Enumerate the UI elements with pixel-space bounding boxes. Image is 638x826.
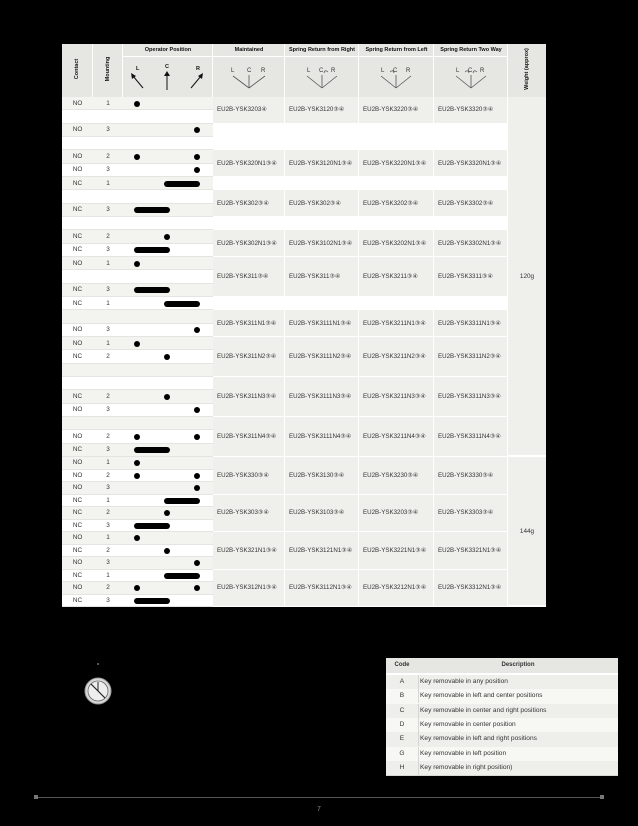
mounting-cell: 1 bbox=[106, 179, 110, 187]
legend-description: Key removable in center and right positions bbox=[420, 706, 547, 714]
mounting-cell: 3 bbox=[106, 521, 110, 529]
contact-cell: NO bbox=[72, 339, 83, 347]
mounting-cell: 1 bbox=[106, 299, 110, 307]
mounting-cell: 3 bbox=[106, 246, 110, 254]
contact-position-dot bbox=[134, 101, 140, 107]
weight-header: Weight (approx) bbox=[524, 48, 530, 90]
table-row bbox=[62, 110, 213, 123]
contact-position-dot bbox=[164, 548, 170, 554]
mounting-cell: 1 bbox=[106, 339, 110, 347]
contact-position-dot bbox=[194, 154, 200, 160]
footer-right-marker bbox=[600, 795, 604, 799]
mounting-cell: 3 bbox=[106, 286, 110, 294]
contact-position-bar bbox=[134, 598, 170, 604]
svg-text:R: R bbox=[480, 68, 485, 74]
legend-description: Key removable in left and center positions bbox=[420, 692, 543, 700]
svg-text:R: R bbox=[261, 68, 266, 74]
model-number: EU2B-YSK303③④ bbox=[217, 509, 270, 517]
mounting-cell: 2 bbox=[106, 546, 110, 554]
footer-left-marker bbox=[34, 795, 38, 799]
legend-row bbox=[386, 704, 618, 719]
svg-text:R: R bbox=[406, 68, 411, 74]
model-number: EU2B-YSK3311N1③④ bbox=[438, 319, 501, 327]
contact-cell: NC bbox=[72, 246, 83, 254]
legend-row bbox=[386, 689, 618, 704]
mounting-cell: 2 bbox=[106, 471, 110, 479]
mounting-cell: 1 bbox=[106, 534, 110, 542]
table-row bbox=[62, 217, 213, 230]
mounting-cell: 3 bbox=[106, 559, 110, 567]
mounting-cell: 1 bbox=[106, 99, 110, 107]
spring-left-header-cell bbox=[359, 44, 434, 97]
model-number: EU2B-YSK311N3③④ bbox=[217, 393, 277, 400]
legend-row bbox=[386, 747, 618, 762]
model-number: EU2B-YSK3302N1③④ bbox=[438, 239, 502, 247]
model-number: EU2B-YSK3321N1③④ bbox=[438, 546, 502, 554]
svg-text:L: L bbox=[231, 68, 235, 74]
model-number: EU2B-YSK3211N4③④ bbox=[363, 433, 426, 440]
mounting-cell: 3 bbox=[106, 206, 110, 214]
legend-description-header: Description bbox=[501, 662, 535, 668]
legend-description: Key removable in left and right positions bbox=[420, 735, 537, 743]
key-switch-icon bbox=[84, 676, 114, 706]
contact-cell: NO bbox=[72, 484, 83, 492]
model-number: EU2B-YSK3330③④ bbox=[438, 471, 494, 479]
contact-cell: NC bbox=[72, 571, 83, 579]
model-number: EU2B-YSK3303③④ bbox=[438, 509, 494, 517]
model-number: EU2B-YSK302③④ bbox=[289, 199, 342, 207]
contact-cell: NO bbox=[72, 153, 83, 160]
table-row bbox=[62, 310, 213, 323]
model-number: EU2B-YSK3211③④ bbox=[363, 273, 419, 280]
contact-position-bar bbox=[164, 181, 200, 187]
contact-position-bar bbox=[134, 523, 170, 529]
legend-description: Key removable in right position) bbox=[420, 763, 513, 771]
contact-position-dot bbox=[134, 473, 140, 479]
contact-cell: NC bbox=[72, 299, 83, 307]
operator-arrows-icon bbox=[123, 70, 213, 92]
mounting-cell: 3 bbox=[106, 596, 110, 604]
model-number: EU2B-YSK3202N1③④ bbox=[363, 239, 427, 247]
model-number: EU2B-YSK320N1③④ bbox=[217, 159, 277, 167]
model-number: EU2B-YSK311N1③④ bbox=[217, 319, 277, 327]
maintained-header: Maintained bbox=[234, 47, 264, 53]
model-number: EU2B-YSK3212N1③④ bbox=[363, 584, 427, 592]
model-number: EU2B-YSK3111N4③④ bbox=[289, 433, 352, 440]
model-number: EU2B-YSK3311③④ bbox=[438, 273, 494, 280]
contact-cell: NC bbox=[72, 353, 83, 360]
mounting-cell: 3 bbox=[106, 484, 110, 492]
position-c-label: C bbox=[165, 64, 169, 70]
model-number: EU2B-YSK3121N1③④ bbox=[289, 546, 353, 554]
contact-cell: NC bbox=[72, 509, 83, 517]
contact-cell: NO bbox=[72, 534, 83, 542]
contact-cell: NC bbox=[72, 496, 83, 504]
contact-position-dot bbox=[194, 434, 200, 440]
svg-text:C: C bbox=[247, 68, 252, 74]
model-number: EU2B-YSK3311N2③④ bbox=[438, 353, 501, 360]
model-number: EU2B-YSK3320N1③④ bbox=[438, 159, 502, 167]
legend-description: Key removable in left position bbox=[420, 749, 507, 757]
contact-position-dot bbox=[164, 354, 170, 360]
svg-text:L: L bbox=[456, 68, 460, 74]
mounting-cell: 2 bbox=[106, 584, 110, 592]
contact-cell: NO bbox=[72, 126, 83, 134]
legend-description: Key removable in any position bbox=[420, 678, 508, 685]
svg-text:L: L bbox=[307, 68, 311, 74]
position-l-label: L bbox=[136, 66, 140, 72]
svg-text:C: C bbox=[393, 68, 398, 74]
model-number: EU2B-YSK3120③④ bbox=[289, 106, 345, 114]
model-number: EU2B-YSK3130③④ bbox=[289, 471, 345, 479]
operator-position-header-cell bbox=[123, 44, 213, 97]
contact-cell: NC bbox=[72, 286, 83, 294]
spring-right-header: Spring Return from Right bbox=[289, 47, 355, 53]
model-number: EU2B-YSK3202③④ bbox=[363, 199, 419, 207]
model-table bbox=[62, 44, 546, 607]
contact-position-dot bbox=[194, 473, 200, 479]
table-row bbox=[62, 377, 213, 390]
weight-header-cell bbox=[508, 44, 546, 97]
contact-position-dot bbox=[164, 394, 170, 400]
model-number: EU2B-YSK321N1③④ bbox=[217, 546, 277, 554]
table-row bbox=[62, 190, 213, 203]
svg-text:R: R bbox=[331, 68, 336, 74]
spring-right-diagram-icon bbox=[285, 64, 359, 92]
mounting-cell: 1 bbox=[106, 459, 110, 467]
contact-cell: NO bbox=[72, 326, 83, 334]
model-number: EU2B-YSK311③④ bbox=[289, 273, 341, 280]
contact-cell: NC bbox=[72, 206, 83, 214]
position-r-label: R bbox=[196, 66, 200, 72]
model-number: EU2B-YSK3220③④ bbox=[363, 106, 419, 114]
mounting-header-cell bbox=[93, 44, 123, 97]
legend-row bbox=[386, 732, 618, 747]
legend-code: A bbox=[386, 675, 419, 689]
model-number: EU2B-YSK330③④ bbox=[217, 471, 270, 479]
marker-dot bbox=[97, 663, 99, 665]
table-row bbox=[62, 137, 213, 150]
spring-left-diagram-icon bbox=[359, 64, 434, 92]
model-number: EU2B-YSK3211N1③④ bbox=[363, 319, 426, 327]
model-number: EU2B-YSK3112N1③④ bbox=[289, 584, 352, 592]
contact-cell: NC bbox=[72, 446, 83, 454]
maintained-diagram-icon bbox=[213, 64, 285, 92]
model-number: EU2B-YSK3320③④ bbox=[438, 106, 494, 114]
contact-cell: NO bbox=[72, 559, 83, 567]
legend-code: E bbox=[386, 732, 419, 746]
contact-position-bar bbox=[164, 498, 200, 504]
contact-position-bar bbox=[164, 573, 200, 579]
model-number: EU2B-YSK3220N1③④ bbox=[363, 159, 427, 167]
model-number: EU2B-YSK311N4③④ bbox=[217, 433, 277, 440]
legend-code: B bbox=[386, 689, 419, 703]
contact-position-bar bbox=[134, 287, 170, 293]
mounting-cell: 3 bbox=[106, 166, 110, 174]
contact-cell: NO bbox=[72, 471, 83, 479]
mounting-cell: 3 bbox=[106, 446, 110, 454]
legend-code: D bbox=[386, 718, 419, 732]
contact-position-dot bbox=[164, 234, 170, 240]
legend-row bbox=[386, 761, 618, 776]
legend-code: C bbox=[386, 704, 419, 718]
mounting-cell: 2 bbox=[106, 433, 110, 440]
contact-position-bar bbox=[134, 247, 170, 253]
contact-cell: NC bbox=[72, 393, 83, 400]
legend-description: Key removable in center position bbox=[420, 720, 516, 728]
mounting-cell: 2 bbox=[106, 233, 110, 240]
mounting-header: Mounting bbox=[105, 56, 111, 82]
spring-two-header: Spring Return Two Way bbox=[440, 47, 502, 53]
model-number: EU2B-YSK311③④ bbox=[217, 273, 269, 280]
model-number: EU2B-YSK3211N3③④ bbox=[363, 393, 426, 400]
contact-cell: NC bbox=[72, 546, 83, 554]
model-number: EU2B-YSK3312N1③④ bbox=[438, 584, 502, 592]
contact-cell: NC bbox=[72, 233, 83, 240]
table-row bbox=[62, 417, 213, 430]
contact-position-dot bbox=[134, 341, 140, 347]
mounting-cell: 3 bbox=[106, 406, 110, 414]
mounting-cell: 1 bbox=[106, 571, 110, 579]
model-number: EU2B-YSK3102N1③④ bbox=[289, 239, 353, 247]
contact-position-bar bbox=[134, 207, 170, 213]
mounting-cell: 2 bbox=[106, 153, 110, 160]
model-number: EU2B-YSK3302③④ bbox=[438, 199, 494, 207]
contact-cell: NO bbox=[72, 406, 83, 414]
model-number: EU2B-YSK3311N3③④ bbox=[438, 393, 501, 400]
model-number: EU2B-YSK3111N2③④ bbox=[289, 353, 352, 360]
mounting-cell: 2 bbox=[106, 353, 110, 360]
contact-cell: NO bbox=[72, 433, 83, 440]
table-row bbox=[62, 270, 213, 283]
model-number: EU2B-YSK311N2③④ bbox=[217, 353, 277, 360]
legend-header-row bbox=[386, 658, 618, 673]
key-code-legend bbox=[386, 658, 618, 775]
model-number: EU2B-YSK3311N4③④ bbox=[438, 433, 501, 440]
contact-header-cell bbox=[62, 44, 93, 97]
model-number: EU2B-YSK3211N2③④ bbox=[363, 353, 426, 360]
mounting-cell: 3 bbox=[106, 126, 110, 134]
model-number: EU2B-YSK302③④ bbox=[217, 199, 270, 207]
model-number: EU2B-YSK302N1③④ bbox=[217, 239, 277, 247]
model-number: EU2B-YSK312N1③④ bbox=[217, 584, 277, 592]
model-number: EU2B-YSK3221N1③④ bbox=[363, 546, 427, 554]
contact-cell: NO bbox=[72, 584, 83, 592]
footer-rule bbox=[36, 797, 602, 798]
contact-cell: NO bbox=[72, 99, 83, 107]
contact-position-dot bbox=[134, 434, 140, 440]
contact-cell: NC bbox=[72, 179, 83, 187]
model-number: EU2B-YSK3203④ bbox=[217, 106, 267, 114]
contact-cell: NC bbox=[72, 596, 83, 604]
contact-cell: NO bbox=[72, 459, 83, 467]
model-number: EU2B-YSK3103③④ bbox=[289, 509, 345, 517]
spring-right-header-cell bbox=[285, 44, 359, 97]
contact-cell: NO bbox=[72, 166, 83, 174]
weight-value: 120g bbox=[519, 273, 535, 280]
mounting-cell: 1 bbox=[106, 259, 110, 267]
contact-position-dot bbox=[134, 261, 140, 267]
contact-cell: NO bbox=[72, 259, 83, 267]
operator-position-header: Operator Position bbox=[144, 47, 192, 53]
model-number: EU2B-YSK3120N1③④ bbox=[289, 159, 353, 167]
legend-code: G bbox=[386, 747, 419, 761]
mounting-cell: 1 bbox=[106, 496, 110, 504]
spring-two-header-cell bbox=[434, 44, 508, 97]
table-row bbox=[62, 364, 213, 377]
mounting-cell: 2 bbox=[106, 393, 110, 400]
model-number: EU2B-YSK3111N1③④ bbox=[289, 319, 352, 327]
mounting-cell: 2 bbox=[106, 509, 110, 517]
maintained-header-cell bbox=[213, 44, 285, 97]
svg-text:C: C bbox=[468, 68, 473, 74]
spring-left-header: Spring Return from Left bbox=[365, 47, 428, 53]
spring-two-diagram-icon bbox=[434, 64, 508, 92]
svg-text:C: C bbox=[319, 68, 324, 74]
svg-text:L: L bbox=[381, 68, 385, 74]
contact-header: Contact bbox=[74, 58, 80, 80]
legend-code: H bbox=[386, 761, 419, 775]
model-number: EU2B-YSK3203③④ bbox=[363, 509, 419, 517]
mounting-cell: 3 bbox=[106, 326, 110, 334]
page-number: 7 bbox=[317, 806, 321, 813]
legend-row bbox=[386, 675, 618, 690]
model-number: EU2B-YSK3111N3③④ bbox=[289, 393, 352, 400]
weight-value: 144g bbox=[519, 528, 535, 535]
contact-position-bar bbox=[134, 447, 170, 453]
contact-cell: NC bbox=[72, 521, 83, 529]
contact-position-bar bbox=[164, 301, 200, 307]
contact-position-dot bbox=[134, 154, 140, 160]
legend-row bbox=[386, 718, 618, 733]
model-number: EU2B-YSK3230③④ bbox=[363, 471, 419, 479]
legend-code-header: Code bbox=[394, 662, 410, 668]
